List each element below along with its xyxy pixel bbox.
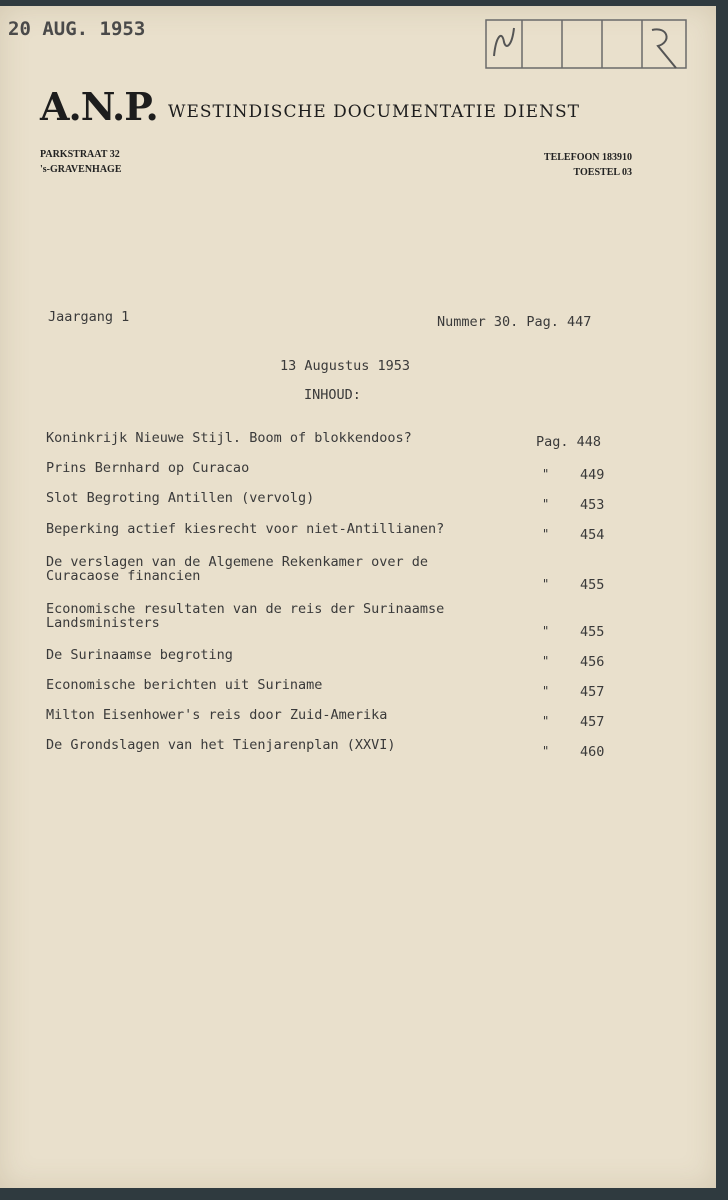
phone-number: TELEFOON 183910 [543,152,632,163]
phone-block [544,150,632,180]
toc-mark: " [542,654,550,668]
toc-title: Milton Eisenhower's reis door Zuid-Amerika [46,707,388,723]
toc-title: De Grondslagen van het Tienjarenplan (XXVI) [46,737,396,753]
scan-edge [716,0,728,1200]
toc-title: Prins Bernhard op Curacao [46,460,250,476]
anp-logo: A.N.P. [40,84,158,129]
toc-mark: Pag. [536,434,569,450]
address-street: PARKSTRAAT 32 [40,149,120,160]
toc-title: De Surinaamse begroting [46,647,233,663]
address-city: 's-GRAVENHAGE [40,164,122,175]
toc-page: 448 [576,434,602,450]
toc-page: 460 [580,744,605,760]
toc-mark: " [542,497,550,511]
toc-page: 454 [580,527,605,543]
toc-mark: " [542,527,550,541]
toc-title: Slot Begroting Antillen (vervolg) [46,490,315,506]
document-page [0,6,716,1188]
toc-mark: " [542,577,550,591]
toc-page: 456 [580,654,605,670]
archive-stamp-icon [482,16,692,76]
toc-page: 457 [580,714,605,730]
volume-label: Jaargang 1 [48,309,130,325]
toc-mark: " [542,467,550,481]
toc-mark: " [542,714,550,728]
service-name: WESTINDISCHE DOCUMENTATIE DIENST [168,102,580,122]
toc-page: 457 [580,684,605,700]
phone-extension: TOESTEL 03 [573,167,632,178]
received-date-stamp: 20 AUG. 1953 [8,18,146,40]
toc-title: Economische berichten uit Suriname [46,677,323,693]
issue-number-page: Nummer 30. Pag. 447 [437,314,592,330]
toc-page-label [536,434,601,450]
toc-mark: " [542,684,550,698]
toc-title: Koninkrijk Nieuwe Stijl. Boom of blokkendoos? [46,430,412,446]
toc-mark: " [542,744,550,758]
toc-page: 453 [580,497,605,513]
address-block [40,147,122,177]
toc-page: 455 [580,624,605,640]
toc-title: Beperking actief kiesrecht voor niet-Antillianen? [46,521,445,537]
toc-title: Economische resultaten van de reis der Surinaamse Landsministers [46,601,445,631]
toc-title: De verslagen van de Algemene Rekenkamer over de Curacaose financien [46,554,429,584]
contents-heading: INHOUD: [304,387,361,403]
issue-date: 13 Augustus 1953 [280,358,411,374]
toc-mark: " [542,624,550,638]
toc-page: 455 [580,577,605,593]
toc-page: 449 [580,467,605,483]
